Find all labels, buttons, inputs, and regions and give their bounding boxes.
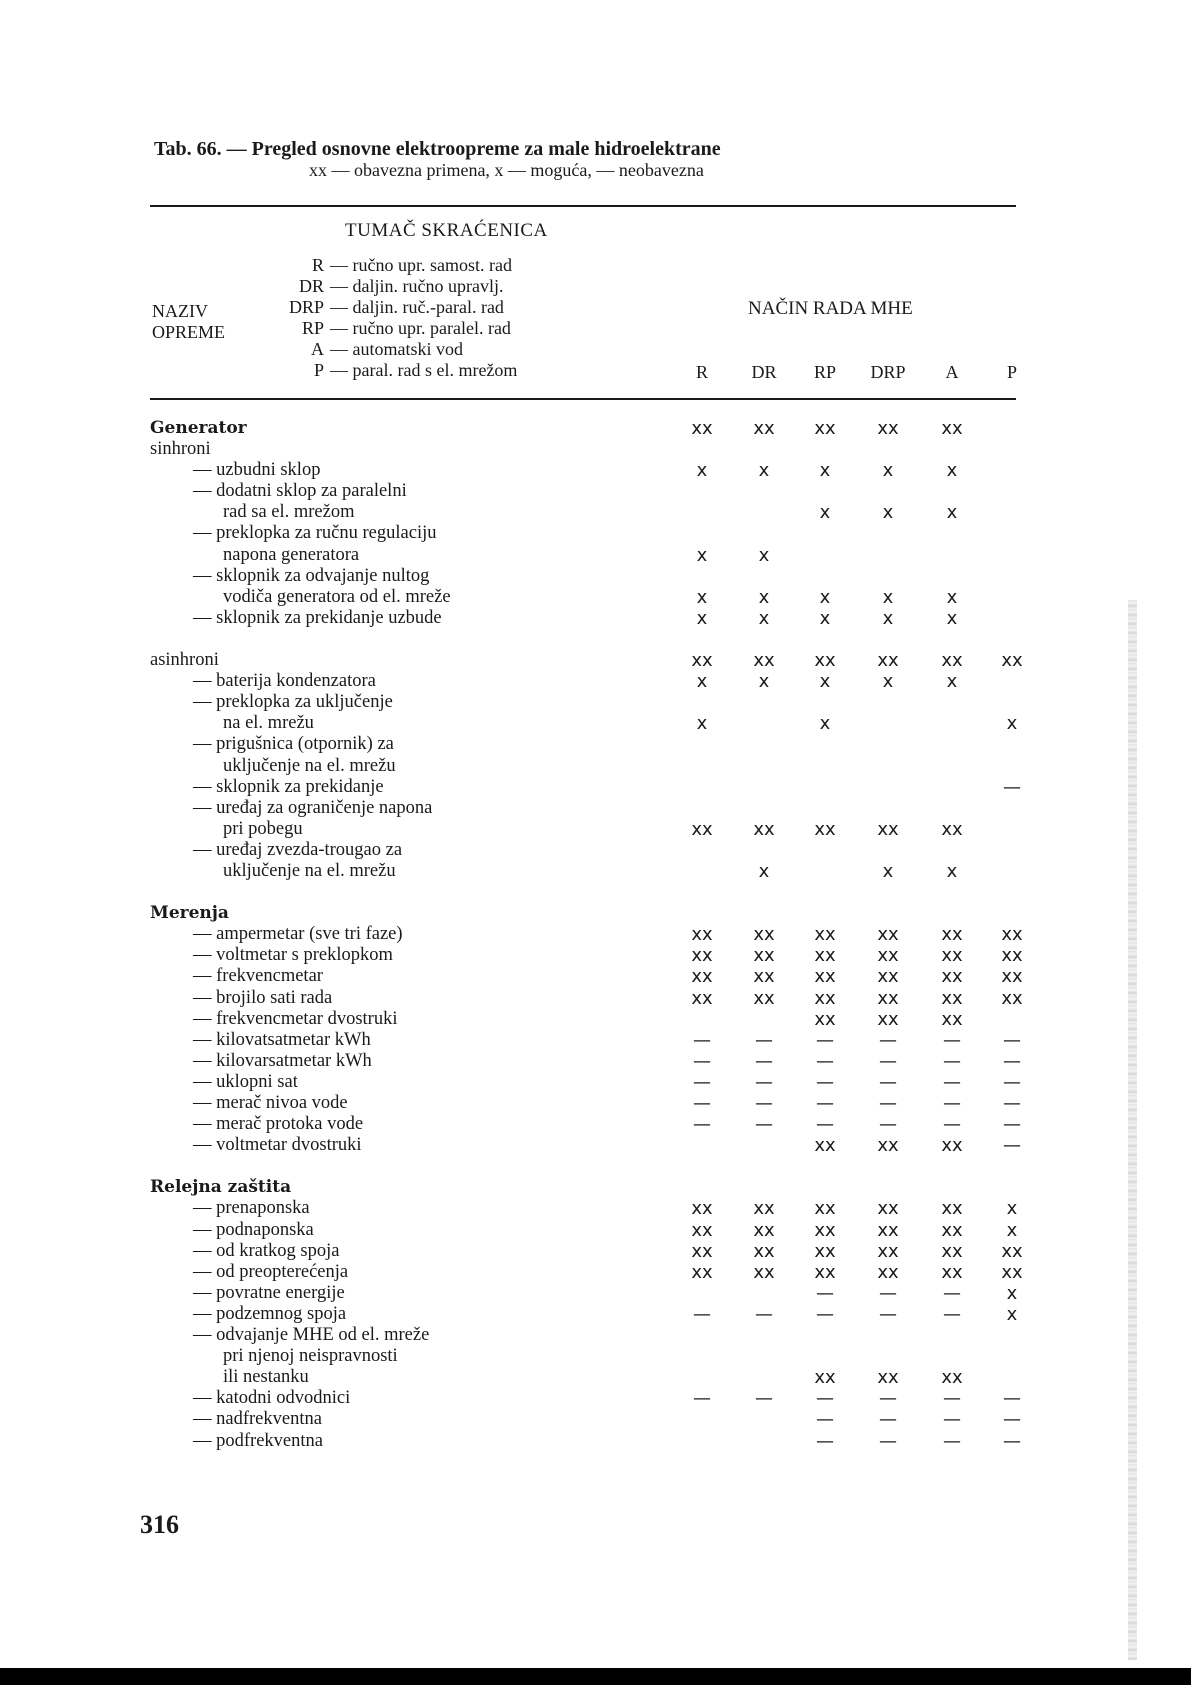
legend-description: — automatski vod — [330, 339, 463, 359]
legend-item — [240, 297, 517, 318]
value-cell-drp: — — [879, 1029, 897, 1051]
table-row — [0, 840, 1191, 861]
table-row — [0, 1156, 1191, 1177]
table-row — [0, 798, 1191, 819]
table-subtitle: xx — obavezna primena, x — moguća, — neobavezna — [309, 160, 704, 180]
value-cell-dr: x — [758, 586, 770, 608]
value-cell-drp: x — [882, 502, 894, 524]
equipment-label: — merač nivoa vode — [193, 1093, 348, 1113]
value-cell-r: x — [696, 607, 708, 629]
value-cell-drp: — — [879, 1303, 897, 1325]
value-cell-drp: — — [879, 1282, 897, 1304]
table-row — [0, 1093, 1191, 1114]
value-cell-rp: — — [816, 1303, 834, 1325]
value-cell-drp: x — [882, 671, 894, 693]
value-cell-a: — — [943, 1282, 961, 1304]
value-cell-a: — — [943, 1430, 961, 1452]
legend-code: A — [311, 339, 324, 359]
legend-list — [240, 255, 517, 381]
value-cell-r: xx — [691, 987, 713, 1009]
value-cell-drp: xx — [877, 1219, 899, 1241]
equipment-label: — od preopterećenja — [193, 1261, 349, 1282]
value-cell-rp: x — [819, 502, 831, 524]
table-row — [0, 1114, 1191, 1135]
table-row — [0, 650, 1191, 671]
value-cell-dr: xx — [753, 418, 775, 439]
value-cell-drp: — — [879, 1430, 897, 1452]
value-cell-rp: — — [816, 1050, 834, 1072]
value-cell-p: x — [1006, 1198, 1018, 1220]
value-cell-p: — — [1003, 1409, 1021, 1431]
value-cell-p: x — [1006, 1303, 1018, 1325]
equipment-label: — od kratkog spoja — [193, 1240, 340, 1261]
table-row — [0, 1262, 1191, 1283]
value-cell-rp: x — [819, 460, 831, 482]
equipment-label: — podnaponska — [193, 1219, 314, 1240]
table-row — [0, 629, 1191, 650]
value-cell-r: xx — [691, 650, 713, 672]
equipment-label: pri pobegu — [223, 818, 303, 839]
table-row — [0, 545, 1191, 566]
equipment-label: — prenaponska — [193, 1198, 310, 1219]
equipment-label: — preklopka za ručnu regulaciju — [193, 523, 437, 544]
scan-bottom-bar — [0, 1668, 1191, 1685]
table-row — [0, 1072, 1191, 1093]
equipment-label: — merač protoka vode — [193, 1114, 364, 1135]
equipment-label: — frekvencmetar — [193, 966, 323, 987]
equipment-label: — preklopka za uključenje — [193, 692, 393, 713]
value-cell-drp: — — [879, 1050, 897, 1072]
value-cell-dr: x — [758, 544, 770, 566]
legend-code: R — [311, 255, 324, 275]
value-cell-rp: x — [819, 671, 831, 693]
table-row — [0, 861, 1191, 882]
value-cell-p: xx — [1001, 1261, 1023, 1283]
value-cell-dr: — — [755, 1029, 773, 1051]
legend-description: — ručno upr. samost. rad — [330, 255, 512, 275]
value-cell-r: xx — [691, 1240, 713, 1262]
value-cell-dr: x — [758, 860, 770, 882]
equipment-label: — uređaj zvezda-trougao za — [193, 839, 403, 860]
value-cell-rp: — — [816, 1409, 834, 1431]
value-cell-r: — — [693, 1388, 711, 1410]
value-cell-dr: — — [755, 1050, 773, 1072]
value-cell-drp: xx — [877, 966, 899, 988]
value-cell-drp: xx — [877, 945, 899, 967]
equipment-label: — uređaj za ograničenje napona — [193, 797, 433, 818]
table-row — [0, 439, 1191, 460]
page-edge-shadow — [1128, 600, 1137, 1660]
equipment-label: — sklopnik za prekidanje — [193, 776, 384, 797]
table-row — [0, 756, 1191, 777]
value-cell-drp: xx — [877, 1008, 899, 1030]
legend-description: — daljin. ručno upravlj. — [330, 276, 504, 296]
value-cell-rp: x — [819, 586, 831, 608]
value-cell-a: xx — [941, 987, 963, 1009]
table-row — [0, 502, 1191, 523]
equipment-label: na el. mrežu — [223, 713, 314, 734]
table-row — [0, 1009, 1191, 1030]
value-cell-drp: — — [879, 1093, 897, 1114]
value-cell-rp: xx — [814, 945, 836, 967]
value-cell-drp: xx — [877, 418, 899, 439]
value-cell-a: x — [946, 502, 958, 524]
value-cell-drp: xx — [877, 1261, 899, 1283]
header-rule — [150, 398, 1016, 400]
value-cell-drp: xx — [877, 987, 899, 1009]
value-cell-r: x — [696, 544, 708, 566]
table-row — [0, 1198, 1191, 1219]
table-row — [0, 1304, 1191, 1325]
value-cell-p: — — [1003, 776, 1021, 798]
value-cell-rp: — — [816, 1029, 834, 1051]
equipment-label: asinhroni — [150, 650, 219, 671]
value-cell-p: xx — [1001, 987, 1023, 1009]
value-cell-drp: — — [879, 1388, 897, 1410]
value-cell-r: — — [693, 1029, 711, 1051]
table-row — [0, 523, 1191, 544]
value-cell-dr: — — [755, 1071, 773, 1093]
equipment-label: — ampermetar (sve tri faze) — [193, 924, 403, 945]
value-cell-drp: x — [882, 860, 894, 882]
table-row — [0, 1051, 1191, 1072]
value-cell-dr: — — [755, 1303, 773, 1325]
value-cell-r: x — [696, 713, 708, 735]
table-row — [0, 1388, 1191, 1409]
legend-item — [240, 255, 517, 276]
value-cell-a: — — [943, 1093, 961, 1114]
value-cell-p: — — [1003, 1135, 1021, 1157]
value-cell-a: xx — [941, 1261, 963, 1283]
equipment-label: uključenje na el. mrežu — [223, 755, 396, 776]
value-cell-r: — — [693, 1093, 711, 1114]
value-cell-dr: xx — [753, 945, 775, 967]
value-cell-rp: x — [819, 713, 831, 735]
value-cell-p: xx — [1001, 966, 1023, 988]
legend-description: — daljin. ruč.-paral. rad — [330, 297, 504, 317]
table-row — [0, 692, 1191, 713]
value-cell-rp: — — [816, 1114, 834, 1136]
table-row — [0, 988, 1191, 1009]
value-cell-r: — — [693, 1303, 711, 1325]
value-cell-dr: x — [758, 607, 770, 629]
table-row — [0, 1135, 1191, 1156]
value-cell-a: — — [943, 1071, 961, 1093]
equipment-label: napona generatora — [223, 544, 360, 565]
table-row — [0, 1283, 1191, 1304]
value-cell-rp: xx — [814, 818, 836, 840]
value-cell-rp: xx — [814, 1198, 836, 1220]
table-row — [0, 1030, 1191, 1051]
top-rule — [150, 205, 1016, 207]
value-cell-p: — — [1003, 1071, 1021, 1093]
equipment-label: uključenje na el. mrežu — [223, 860, 396, 881]
value-cell-drp: xx — [877, 1240, 899, 1262]
table-row — [0, 608, 1191, 629]
equipment-label: — baterija kondenzatora — [193, 671, 376, 692]
value-cell-rp: xx — [814, 418, 836, 439]
value-cell-dr: xx — [753, 987, 775, 1009]
value-cell-drp: x — [882, 586, 894, 608]
value-cell-rp: xx — [814, 1135, 836, 1157]
value-cell-drp: xx — [877, 1367, 899, 1389]
equipment-label: — odvajanje MHE od el. mreže — [193, 1325, 430, 1346]
value-cell-a: xx — [941, 818, 963, 840]
section-heading: Relejna zaštita — [150, 1177, 292, 1198]
legend-item — [240, 276, 517, 297]
naziv-line: NAZIV — [152, 301, 208, 321]
value-cell-rp: xx — [814, 1240, 836, 1262]
equipment-label: — podfrekventna — [193, 1430, 323, 1451]
table-row — [0, 1367, 1191, 1388]
value-cell-drp: xx — [877, 650, 899, 672]
value-cell-dr: — — [755, 1114, 773, 1136]
value-cell-r: — — [693, 1114, 711, 1136]
equipment-label: — podzemnog spoja — [193, 1303, 347, 1324]
table-row — [0, 777, 1191, 798]
column-header-drp: DRP — [870, 362, 906, 382]
table-row — [0, 966, 1191, 987]
equipment-label: — katodni odvodnici — [193, 1388, 351, 1409]
table-row — [0, 882, 1191, 903]
equipment-label: ili nestanku — [223, 1367, 309, 1388]
value-cell-a: xx — [941, 945, 963, 967]
value-cell-rp: — — [816, 1071, 834, 1093]
value-cell-dr: — — [755, 1388, 773, 1410]
table-row — [0, 819, 1191, 840]
section-row — [0, 903, 1191, 924]
equipment-label: — kilovatsatmetar kWh — [193, 1029, 371, 1050]
value-cell-a: — — [943, 1029, 961, 1051]
value-cell-dr: xx — [753, 650, 775, 672]
equipment-label: — kilovarsatmetar kWh — [193, 1050, 372, 1071]
value-cell-a: xx — [941, 1240, 963, 1262]
value-cell-dr: x — [758, 671, 770, 693]
value-cell-drp: x — [882, 460, 894, 482]
legend-heading: TUMAČ SKRAĆENICA — [345, 220, 548, 241]
value-cell-r: — — [693, 1050, 711, 1072]
value-cell-r: x — [696, 671, 708, 693]
value-cell-r: x — [696, 586, 708, 608]
value-cell-a: xx — [941, 1198, 963, 1220]
value-cell-a: xx — [941, 1135, 963, 1157]
value-cell-p: xx — [1001, 1240, 1023, 1262]
value-cell-p: — — [1003, 1388, 1021, 1410]
equipment-label: — frekvencmetar dvostruki — [193, 1008, 398, 1029]
value-cell-p: xx — [1001, 924, 1023, 946]
equipment-label: pri njenoj neispravnosti — [223, 1346, 398, 1367]
value-cell-r: xx — [691, 1198, 713, 1220]
value-cell-r: xx — [691, 924, 713, 946]
table-row — [0, 566, 1191, 587]
value-cell-rp: xx — [814, 924, 836, 946]
naziv-opreme-label — [152, 301, 225, 343]
value-cell-p: — — [1003, 1114, 1021, 1136]
equipment-label: — povratne energije — [193, 1282, 345, 1303]
legend-item — [240, 318, 517, 339]
value-cell-rp: xx — [814, 987, 836, 1009]
section-row — [0, 1177, 1191, 1198]
table-title: Tab. 66. — Pregled osnovne elektroopreme za male hidroelektrane — [154, 138, 721, 160]
equipment-label: — sklopnik za odvajanje nultog — [193, 565, 430, 586]
value-cell-p: — — [1003, 1029, 1021, 1051]
value-cell-dr: xx — [753, 1219, 775, 1241]
value-cell-r: — — [693, 1071, 711, 1093]
value-cell-rp: — — [816, 1093, 834, 1114]
value-cell-r: xx — [691, 966, 713, 988]
column-header-a: A — [945, 362, 959, 382]
equipment-label: rad sa el. mrežom — [223, 502, 355, 523]
nacin-rada-heading: NAČIN RADA MHE — [748, 298, 913, 319]
section-row — [0, 418, 1191, 439]
equipment-label: sinhroni — [150, 439, 211, 460]
value-cell-a: xx — [941, 1367, 963, 1389]
value-cell-dr: xx — [753, 818, 775, 840]
page-number: 316 — [140, 1510, 179, 1539]
legend-description: — ručno upr. paralel. rad — [330, 318, 511, 338]
equipment-label: vodiča generatora od el. mreže — [223, 586, 451, 607]
table-row — [0, 713, 1191, 734]
equipment-table — [0, 418, 1191, 1452]
legend-code: DRP — [288, 297, 324, 317]
value-cell-a: — — [943, 1050, 961, 1072]
value-cell-a: xx — [941, 1219, 963, 1241]
value-cell-dr: xx — [753, 924, 775, 946]
value-cell-r: xx — [691, 1261, 713, 1283]
column-header-r: R — [695, 362, 709, 382]
section-heading: Merenja — [150, 903, 229, 924]
value-cell-p: x — [1006, 1282, 1018, 1304]
value-cell-rp: xx — [814, 1008, 836, 1030]
value-cell-p: x — [1006, 713, 1018, 735]
value-cell-a: xx — [941, 1008, 963, 1030]
legend-item — [240, 339, 517, 360]
value-cell-r: xx — [691, 818, 713, 840]
value-cell-drp: — — [879, 1114, 897, 1136]
column-header-rp: RP — [813, 362, 837, 382]
table-row — [0, 734, 1191, 755]
column-header-dr: DR — [751, 362, 777, 382]
value-cell-drp: — — [879, 1409, 897, 1431]
value-cell-rp: — — [816, 1388, 834, 1410]
value-cell-rp: xx — [814, 1219, 836, 1241]
value-cell-r: xx — [691, 945, 713, 967]
equipment-label: — nadfrekventna — [193, 1409, 322, 1430]
value-cell-a: — — [943, 1388, 961, 1410]
value-cell-drp: x — [882, 607, 894, 629]
value-cell-rp: — — [816, 1430, 834, 1452]
value-cell-a: — — [943, 1409, 961, 1431]
column-header-p: P — [1006, 362, 1018, 382]
table-row — [0, 1346, 1191, 1367]
legend-description: — paral. rad s el. mrežom — [330, 360, 518, 380]
table-row — [0, 1241, 1191, 1262]
value-cell-p: — — [1003, 1050, 1021, 1072]
equipment-label: — uzbudni sklop — [193, 460, 321, 481]
table-row — [0, 481, 1191, 502]
value-cell-a: xx — [941, 418, 963, 439]
value-cell-dr: xx — [753, 966, 775, 988]
value-cell-p: xx — [1001, 650, 1023, 672]
legend-code: DR — [298, 276, 324, 296]
legend-code: P — [313, 360, 324, 380]
value-cell-drp: xx — [877, 924, 899, 946]
value-cell-a: x — [946, 607, 958, 629]
value-cell-r: x — [696, 460, 708, 482]
value-cell-rp: xx — [814, 1261, 836, 1283]
value-cell-dr: x — [758, 460, 770, 482]
table-row — [0, 671, 1191, 692]
value-cell-dr: xx — [753, 1261, 775, 1283]
value-cell-a: xx — [941, 924, 963, 946]
value-cell-a: xx — [941, 966, 963, 988]
value-cell-r: xx — [691, 1219, 713, 1241]
legend-item — [240, 360, 517, 381]
value-cell-p: — — [1003, 1430, 1021, 1452]
equipment-label: — prigušnica (otpornik) za — [193, 734, 394, 755]
equipment-label: — dodatni sklop za paralelni — [193, 481, 407, 502]
table-row — [0, 1325, 1191, 1346]
value-cell-dr: xx — [753, 1198, 775, 1220]
value-cell-a: — — [943, 1303, 961, 1325]
equipment-label: — uklopni sat — [193, 1071, 298, 1092]
value-cell-a: xx — [941, 650, 963, 672]
value-cell-r: xx — [691, 418, 713, 439]
value-cell-drp: xx — [877, 818, 899, 840]
value-cell-drp: xx — [877, 1135, 899, 1157]
table-row — [0, 945, 1191, 966]
value-cell-a: x — [946, 586, 958, 608]
value-cell-a: x — [946, 860, 958, 882]
table-row — [0, 1431, 1191, 1452]
value-cell-a: x — [946, 460, 958, 482]
value-cell-p: x — [1006, 1219, 1018, 1241]
equipment-label: — voltmetar dvostruki — [193, 1135, 362, 1156]
legend-code: RP — [301, 318, 324, 338]
table-row — [0, 1220, 1191, 1241]
section-heading: Generator — [150, 418, 247, 438]
equipment-label: — sklopnik za prekidanje uzbude — [193, 607, 442, 628]
table-row — [0, 460, 1191, 481]
opreme-line: OPREME — [152, 322, 226, 342]
equipment-label: — voltmetar s preklopkom — [193, 945, 393, 966]
value-cell-drp: — — [879, 1071, 897, 1093]
table-row — [0, 587, 1191, 608]
value-cell-drp: xx — [877, 1198, 899, 1220]
value-cell-a: x — [946, 671, 958, 693]
equipment-label: — brojilo sati rada — [193, 987, 333, 1008]
value-cell-dr: — — [755, 1093, 773, 1114]
table-row — [0, 924, 1191, 945]
value-cell-rp: xx — [814, 1367, 836, 1389]
value-cell-dr: xx — [753, 1240, 775, 1262]
value-cell-rp: x — [819, 607, 831, 629]
value-cell-a: — — [943, 1114, 961, 1136]
value-cell-rp: — — [816, 1282, 834, 1304]
value-cell-rp: xx — [814, 966, 836, 988]
value-cell-p: — — [1003, 1093, 1021, 1114]
value-cell-rp: xx — [814, 650, 836, 672]
table-row — [0, 1409, 1191, 1430]
value-cell-p: xx — [1001, 945, 1023, 967]
